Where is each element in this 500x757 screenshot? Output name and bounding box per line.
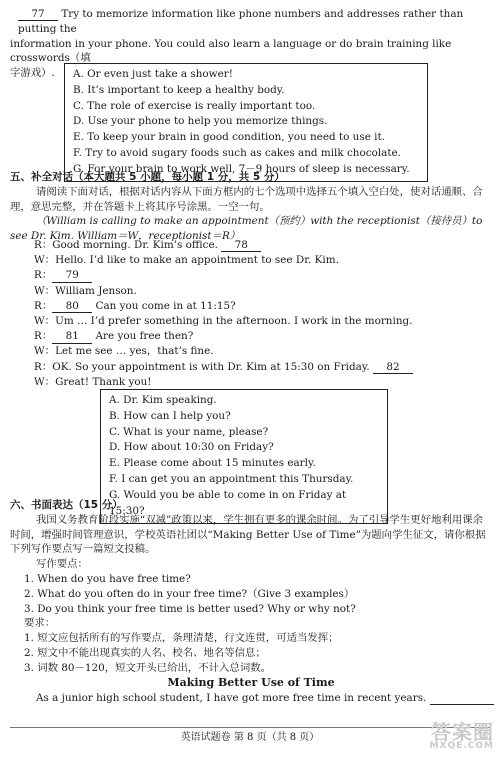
dialogue-line: R： 80 Can you come in at 11:15? bbox=[34, 299, 236, 312]
dialogue-line: R：OK. So your appointment is with Dr. Kim at 15:30 on Friday. 82 bbox=[34, 360, 492, 375]
section-6-intro: 我国义务教育阶段实施“双减”政策以来，学生拥有更多的课余时间。为了引导学生更好地利用课余时间，增强时间管理意识，学校英语社团以“Making Better Use of Time”为题向学生征文，请你根据下列写作要点写一篇短文投稿。 bbox=[10, 513, 486, 556]
answer-blank-78: 78 bbox=[221, 239, 261, 252]
option-g: G. For your brain to work well, 7－9 hours of sleep is necessary. bbox=[73, 162, 410, 175]
section-5-instruction: 请阅读下面对话，根据对话内容从下面方框内的七个选项中选择五个填入空白处，使对话通顺、合理，意思完整，并在答题卡上将其序号涂黑。一空一句。 bbox=[10, 185, 483, 213]
dialogue-line: W：Um … I’d prefer something in the afternoon. I work in the morning. bbox=[34, 314, 413, 327]
writing-point: 2. What do you often do in your free time?（Give 3 examples） bbox=[24, 587, 355, 600]
answer-blank-77: 77 bbox=[18, 8, 58, 21]
requirement: 1. 短文应包括所有的写作要点，条理清楚，行文连贯，可适当发挥； bbox=[24, 632, 339, 645]
option-c: C. The role of exercise is really important too. bbox=[73, 99, 316, 112]
essay-writing-line[interactable] bbox=[430, 692, 494, 705]
watermark-logo: 答案圈 MXQE.COM bbox=[429, 720, 494, 751]
option-d: D. How about 10:30 on Friday? bbox=[109, 441, 274, 454]
answer-blank-81: 81 bbox=[52, 330, 92, 343]
writing-point: 3. Do you think your free time is better used? Why or why not? bbox=[24, 602, 356, 615]
section-5 bbox=[10, 170, 492, 244]
dialogue-line: R： 79 bbox=[34, 268, 492, 283]
answer-blank-80: 80 bbox=[52, 300, 92, 313]
section-6-heading: 六、书面表达（15 分） bbox=[10, 499, 123, 511]
option-f: F. I can get you an appointment this Thursday. bbox=[109, 473, 354, 486]
writing-points-label: 写作要点： bbox=[36, 558, 88, 571]
section-6 bbox=[10, 498, 492, 706]
q77-text-line2: information in your phone. You could also learn a language or do brain training like crosswords（填 bbox=[10, 37, 452, 65]
option-a: A. Or even just take a shower! bbox=[73, 68, 233, 80]
option-f: F. Try to avoid sugary foods such as cakes and milk chocolate. bbox=[73, 147, 401, 160]
option-a: A. Dr. Kim speaking. bbox=[109, 394, 217, 406]
dialogue-line: R：Good morning. Dr. Kim’s office. 78 bbox=[34, 238, 492, 253]
answer-blank-82: 82 bbox=[373, 361, 413, 374]
dialogue-line: W：Hello. I’d like to make an appointment to see Dr. Kim. bbox=[34, 254, 339, 267]
answer-blank-79: 79 bbox=[52, 269, 92, 282]
q77-text-line1: Try to memorize information like phone numbers and addresses rather than putting the bbox=[18, 8, 464, 35]
option-b: B. It’s important to keep a healthy body. bbox=[73, 83, 285, 96]
section-5-context: （William is calling to make an appointment（预约）with the receptionist（接待员）to see Dr. Kim. William＝W，receptionist＝R） bbox=[10, 215, 483, 243]
essay-title: Making Better Use of Time bbox=[167, 676, 335, 690]
options-box-reading bbox=[64, 63, 428, 182]
requirement: 3. 词数 80－120，短文开头已给出，不计入总词数。 bbox=[24, 661, 271, 674]
option-g: G. Would you be able to come in on Friday at 15:30? bbox=[109, 488, 347, 517]
dialogue-line: R： 81 Are you free then? bbox=[34, 330, 194, 343]
dialogue-line: W：Great! Thank you! bbox=[34, 375, 152, 388]
page-footer: 英语试题卷 第 8 页（共 8 页） bbox=[180, 732, 320, 743]
section-5-heading: 五、补全对话（本大题共 5 小题，每小题 1 分，共 5 分） bbox=[10, 171, 285, 183]
dialogue-line: W：Let me see … yes，that’s fine. bbox=[34, 345, 214, 358]
requirement: 2. 短文中不能出现真实的人名、校名、地名等信息； bbox=[24, 646, 266, 659]
essay-opening: As a junior high school student, I have got more free time in recent years. bbox=[36, 691, 427, 704]
option-d: D. Use your phone to help you memorize things. bbox=[73, 115, 328, 128]
option-e: E. To keep your brain in good condition, you need to use it. bbox=[73, 131, 385, 144]
dialogue-line: W：William Jenson. bbox=[34, 284, 137, 297]
option-e: E. Please come about 15 minutes early. bbox=[109, 457, 316, 470]
footer-divider bbox=[10, 727, 490, 728]
writing-point: 1. When do you have free time? bbox=[24, 572, 191, 585]
dialogue bbox=[34, 238, 492, 390]
q77-text-line3: 字游戏）. bbox=[10, 67, 55, 80]
option-b: B. How can I help you? bbox=[109, 409, 231, 422]
option-c: C. What is your name, please? bbox=[109, 425, 269, 438]
requirements-label: 要求： bbox=[24, 617, 56, 630]
